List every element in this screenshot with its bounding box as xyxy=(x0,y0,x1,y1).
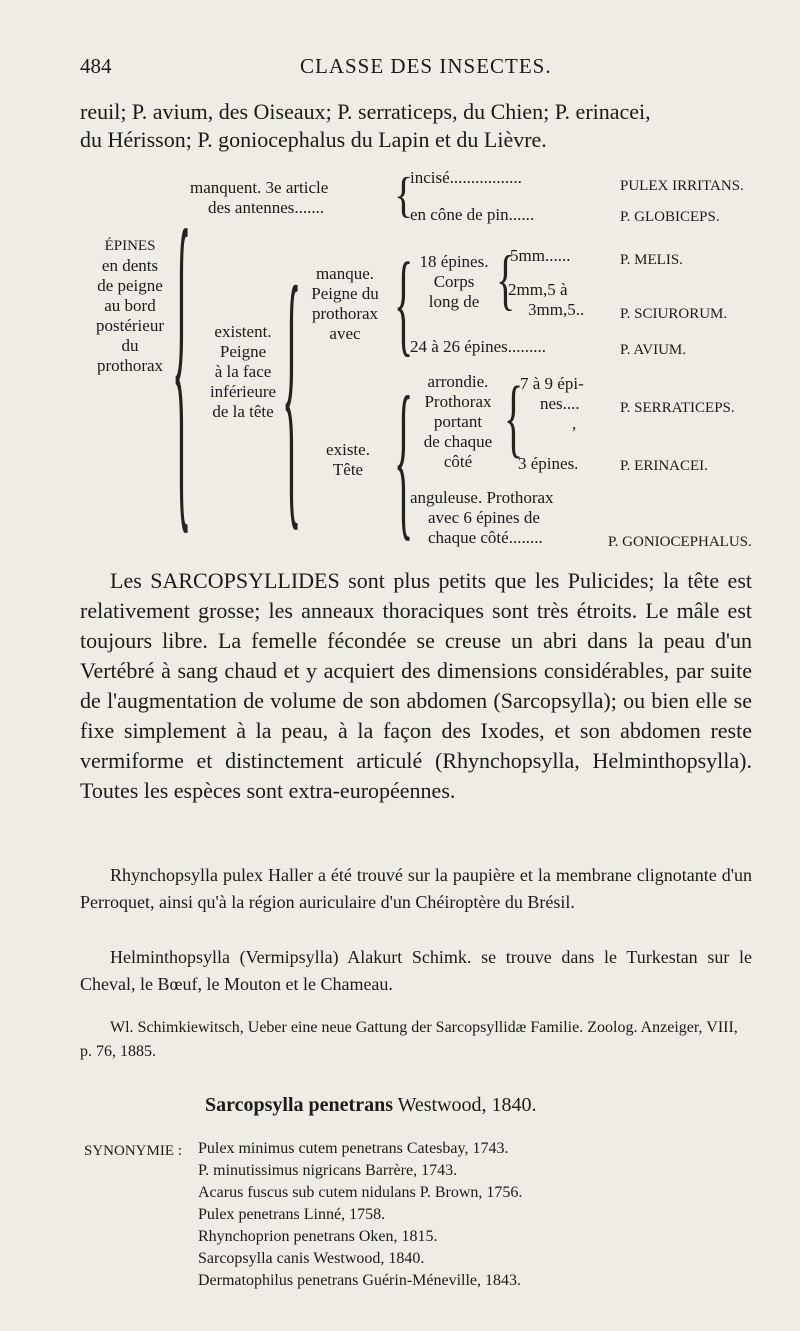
key-comma: , xyxy=(572,414,577,433)
key-cone: en cône de pin...... xyxy=(410,205,535,224)
key-24-epines: 24 à 26 épines......... xyxy=(410,337,546,356)
key-brace: { xyxy=(496,240,516,318)
key-manque-line: Peigne du xyxy=(311,284,379,303)
key-manque-line: avec xyxy=(329,324,361,343)
key-manque xyxy=(296,264,394,344)
key-serraticeps: P. SERRATICEPS. xyxy=(620,400,735,416)
key-brace: { xyxy=(504,367,524,467)
key-arrondie xyxy=(410,372,506,472)
key-brace: { xyxy=(394,166,414,223)
key-brace: { xyxy=(282,223,302,557)
key-epines-line: postérieur xyxy=(96,316,164,335)
key-18-line: Corps xyxy=(433,272,475,291)
key-existe-line: Tête xyxy=(332,460,364,479)
synonymie-list xyxy=(198,1138,522,1292)
key-manquent-2: des antennes....... xyxy=(208,198,325,217)
synonym-item: Sarcopsylla canis Westwood, 1840. xyxy=(198,1250,425,1267)
synonym-item: Dermatophilus penetrans Guérin-Méneville, 1843. xyxy=(198,1272,522,1289)
key-manque-line: manque. xyxy=(315,264,375,283)
synonym-item: Rhynchoprion penetrans Oken, 1815. xyxy=(198,1228,438,1245)
key-existent-line: à la face xyxy=(214,362,272,381)
key-epines-line: au bord xyxy=(104,296,156,315)
key-3mm: 3mm,5.. xyxy=(528,300,585,319)
key-epines-line: prothorax xyxy=(96,356,164,375)
key-brace: { xyxy=(394,358,414,557)
key-epines-line: ÉPINES xyxy=(104,238,156,254)
section-title-author: Westwood, 1840. xyxy=(392,1094,537,1116)
key-existent-line: existent. xyxy=(214,322,272,341)
key-brace: { xyxy=(172,152,192,567)
key-anguleuse-2: avec 6 épines de xyxy=(428,508,540,527)
key-anguleuse-1: anguleuse. Prothorax xyxy=(410,488,554,507)
paragraph-sarcopsyllides: Les SARCOPSYLLIDES sont plus petits que les Pulicides; la tête est relativement grosse; les anneaux thoraciques sont très étroits. Le mâle est toujours libre. La femelle fécondée se creuse un abri dans la peau d'un Vertébré à sang chaud et y acquiert des dimensions considérables, par suite de l'augmentation de volume de son abdomen (Sarcopsylla); ou bien elle se fixe simplement à la peau, à la façon des Ixodes, et son abdomen reste vermiforme et distinctement articulé (Rhynchopsylla, Helminthopsylla). Toutes les espèces sont extra-européennes. xyxy=(80,568,752,803)
key-5mm: 5mm...... xyxy=(510,246,571,265)
key-manque-line: prothorax xyxy=(311,304,379,323)
key-existent xyxy=(198,322,288,422)
key-arrondie-line: portant xyxy=(433,412,483,431)
synonym-item: Pulex penetrans Linné, 1758. xyxy=(198,1206,386,1223)
key-erinacei: P. ERINACEI. xyxy=(620,458,708,474)
synonym-item: Pulex minimus cutem penetrans Catesbay, 1743. xyxy=(198,1140,509,1157)
synonym-item: Acarus fuscus sub cutem nidulans P. Brown, 1756. xyxy=(198,1184,523,1201)
key-epines-line: de peigne xyxy=(97,276,163,295)
intro-line-2: du Hérisson; P. goniocephalus du Lapin et du Lièvre. xyxy=(80,127,547,152)
running-title: CLASSE DES INSECTES. xyxy=(300,54,552,78)
key-existent-line: de la tête xyxy=(212,402,274,421)
paragraph-helminthopsylla: Helminthopsylla (Vermipsylla) Alakurt Schimk. se trouve dans le Turkestan sur le Cheval, le Bœuf, le Mouton et le Chameau. xyxy=(80,947,752,994)
key-anguleuse-3: chaque côté........ xyxy=(428,528,543,547)
key-avium: P. AVIUM. xyxy=(620,342,686,358)
intro-line-1: reuil; P. avium, des Oiseaux; P. serraticeps, du Chien; P. erinacei, xyxy=(80,99,651,124)
key-3-epines: 3 épines. xyxy=(518,454,579,473)
key-arrondie-line: Prothorax xyxy=(424,392,492,411)
key-melis: P. MELIS. xyxy=(620,252,683,268)
key-brace: { xyxy=(394,237,414,368)
key-18-line: long de xyxy=(428,292,480,311)
key-goniocephalus: P. GONIOCEPHALUS. xyxy=(608,534,752,550)
key-manquent-1: manquent. 3e article xyxy=(190,178,329,197)
key-18-epines xyxy=(410,252,498,312)
key-18-line: 18 épines. xyxy=(419,252,489,271)
key-sciurorum: P. SCIURORUM. xyxy=(620,306,728,322)
key-epines-label xyxy=(82,236,178,376)
key-nes: nes.... xyxy=(540,394,580,413)
key-globiceps: P. GLOBICEPS. xyxy=(620,209,720,225)
reference: Wl. Schimkiewitsch, Ueber eine neue Gattung der Sarcopsyllidæ Familie. Zoolog. Anzeiger, VIII, p. 76, 1885. xyxy=(80,1019,738,1060)
page-number: 484 xyxy=(80,54,112,78)
key-existent-line: inférieure xyxy=(209,382,277,401)
section-title-species: Sarcopsylla penetrans xyxy=(205,1094,393,1116)
key-existe xyxy=(316,440,380,480)
key-epines-line: du xyxy=(121,336,139,355)
key-arrondie-line: arrondie. xyxy=(427,372,489,391)
synonym-item: P. minutissimus nigricans Barrère, 1743. xyxy=(198,1162,458,1179)
key-epines-line: en dents xyxy=(101,256,159,275)
key-7-9: 7 à 9 épi- xyxy=(520,374,584,393)
section-heading xyxy=(205,1094,537,1117)
key-arrondie-line: côté xyxy=(443,452,473,471)
key-existent-line: Peigne xyxy=(219,342,267,361)
key-existe-line: existe. xyxy=(326,440,370,459)
key-pulex-irritans: PULEX IRRITANS. xyxy=(620,178,744,194)
key-arrondie-line: de chaque xyxy=(423,432,493,451)
synonymie-label: SYNONYMIE : xyxy=(84,1143,182,1159)
key-incise: incisé................. xyxy=(410,168,522,187)
key-2mm: 2mm,5 à xyxy=(508,280,568,299)
paragraph-rhynchopsylla: Rhynchopsylla pulex Haller a été trouvé sur la paupière et la membrane clignotante d'un Perroquet, ainsi qu'à la région auriculaire d'un Chéiroptère du Brésil. xyxy=(80,865,752,912)
